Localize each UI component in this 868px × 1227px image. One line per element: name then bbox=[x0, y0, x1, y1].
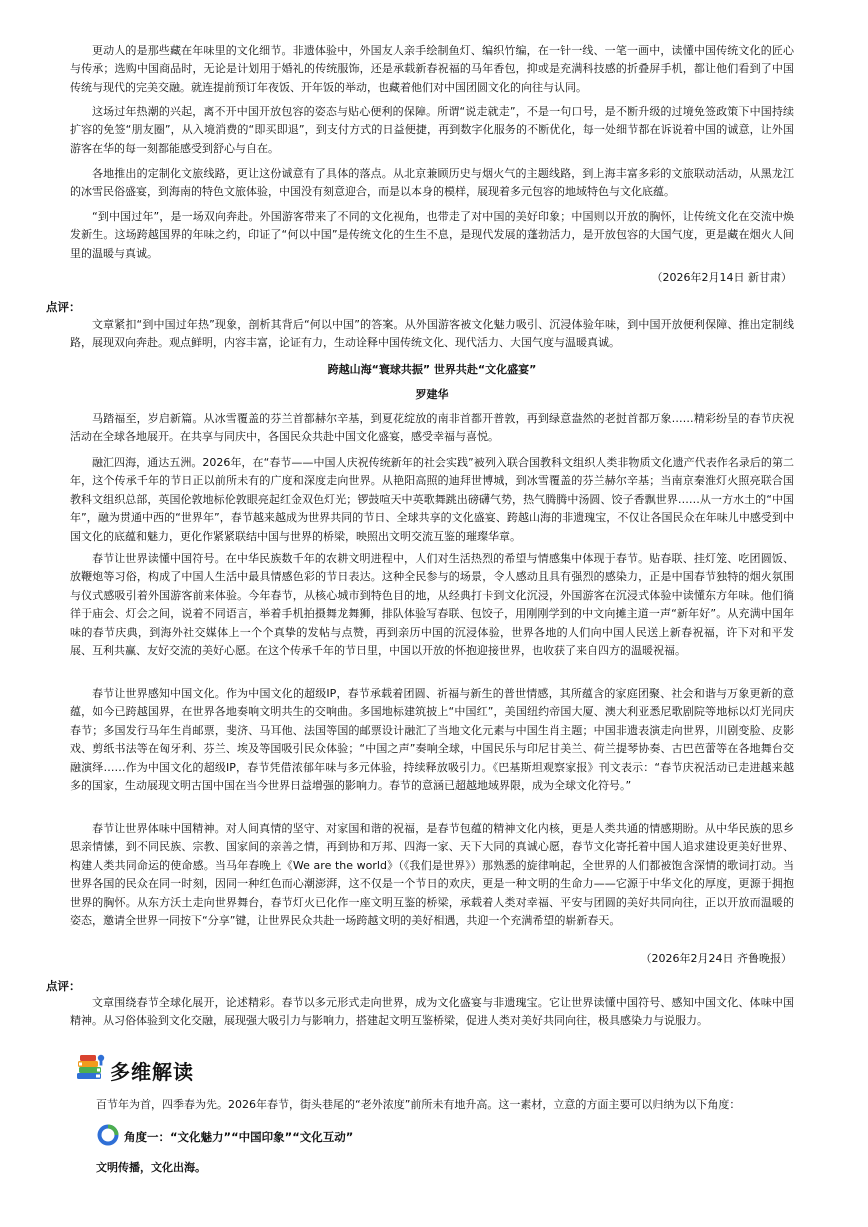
comment1-label: 点评： bbox=[46, 300, 81, 314]
books-icon bbox=[74, 1052, 106, 1088]
article1-paragraph-1: 更动人的是那些藏在年味里的文化细节。非遗体验中，外国友人亲手绘制鱼灯、编织竹编，在一针一线、一笔一画中，读懂中国传统文化的匠心与传承；选购中国商品时，无论是计划用于婚礼的传统服饰，还是承载新春祝福的马年香包，抑或是充满科技感的折叠屏手机，都让他们看到了中国传统与现代的完美交融。就连提前预订年夜饭、开年饭的举动，也藏着他们对中国团圆文化的向往与认同。 bbox=[70, 44, 794, 94]
article2-source: （2026年2月24日 齐鲁晚报） bbox=[640, 952, 792, 965]
angle-summary: 文明传播，文化出海。 bbox=[96, 1161, 206, 1174]
article2-title: 跨越山海“寰球共振” 世界共赴“文化盛宴” bbox=[327, 363, 537, 376]
article1-paragraph-2: 这场过年热潮的兴起，离不开中国开放包容的姿态与贴心便利的保障。所谓“说走就走”，不是一句口号，是不断升级的过境免签政策下中国持续扩容的免签“朋友圈”，从入境消费的“即买即退”，到支付方式的日益便捷，再到数字化服务的不断优化，每一处细节都在诉说着中国的诚意，让外国游客在华的每一刻都能感受到舒心与自在。 bbox=[70, 105, 794, 155]
article2-paragraph-2: 融汇四海，通达五洲。2026年，在“春节——中国人庆祝传统新年的社会实践”被列入联合国教科文组织人类非物质文化遗产代表作名录后的第二年，这个传承千年的节日正以前所未有的广度和深度走向世界。从艳阳高照的迪拜世博城，到冰雪覆盖的芬兰赫尔辛基；当南京秦淮灯火照亮联合国教科文组织总部，英国伦敦地标伦敦眼亮起红金双色灯光；锣鼓喧天中英歌舞跳出磅礴气势，热气腾腾中汤圆、饺子香飘世界……从一方水土的“中国年”，融为贯通中西的“世界年”，春节越来越成为世界共同的节日、全球共享的文化盛宴、跨越山海的非遗瑰宝，不仅让各国民众在年味儿中感受到中国文化的底蕴和魅力，更化作紧紧联结中国与世界的桥梁，映照出文明交流互鉴的璀璨华章。 bbox=[70, 456, 794, 543]
article2-paragraph-4: 春节让世界感知中国文化。作为中国文化的超级IP，春节承载着团圆、祈福与新生的普世情感，其所蕴含的家庭团聚、社会和谐与万象更新的意蕴，如今已跨越国界，在世界各地奏响文明共生的交响曲。多国地标建筑披上“中国红”，美国纽约帝国大厦、澳大利亚悉尼歌剧院等地标以灯光同庆春节；多国发行马年生肖邮票，斐济、马耳他、法国等国的邮票设计融汇了当地文化元素与中国生肖主题；中国非遗表演走向世界，川剧变脸、皮影戏、剪纸书法等在匈牙利、芬兰、埃及等国吸引民众体验；“中国之声”奏响全球，中国民乐与印尼甘美兰、荷兰提琴协奏、古巴芭蕾等在各地舞台交融演绎……作为中国文化的超级IP，春节凭借浓郁年味与多元体验，持续释放吸引力。《巴基斯坦观察家报》刊文表示：“春节庆祝活动已走进越来越多的国家，生动展现文明古国中国在当今世界日益增强的影响力。春节的意涵已超越地域界限，成为全球文化符号。” bbox=[70, 687, 794, 793]
comment2-text: 文章围绕春节全球化展开，论述精彩。春节以多元形式走向世界，成为文化盛宴与非遗瑰宝。它让世界读懂中国符号、感知中国文化、体味中国精神。从习俗体验到文化交融，展现强大吸引力与影响力，搭建起文明互鉴桥梁，促进人类对美好共同向往，极具感染力与说服力。 bbox=[70, 996, 794, 1028]
article2-paragraph-1: 马踏福至，岁启新篇。从冰雪覆盖的芬兰首都赫尔辛基，到夏花绽放的南非首都开普敦，再到绿意盎然的老挝首都万象……精彩纷呈的春节庆祝活动在全球各地展开。在共享与同庆中，各国民众共赴中国文化盛宴，感受幸福与喜悦。 bbox=[70, 412, 794, 444]
angle-heading bbox=[96, 1124, 353, 1150]
article1-paragraph-3: 各地推出的定制化文旅线路，更让这份诚意有了具体的落点。从北京兼顾历史与烟火气的主题线路，到上海丰富多彩的文旅联动活动，从黑龙江的冰雪民俗盛宴，到海南的特色文旅体验，中国没有刻意迎合，而是以本身的模样，展现着多元包容的地域特色与文化底蕴。 bbox=[70, 167, 794, 199]
comment2-label: 点评： bbox=[46, 979, 81, 993]
article1-source: （2026年2月14日 新甘肃） bbox=[651, 271, 792, 284]
article2-paragraph-3: 春节让世界读懂中国符号。在中华民族数千年的农耕文明进程中，人们对生活热烈的希望与情感集中体现于春节。贴春联、挂灯笼、吃团圆饭、放鞭炮等习俗，构成了中国人生活中最具情感色彩的节日表达。这种全民参与的场景，令人感动且具有强烈的感染力，正是中国春节独特的烟火氛围与仪式感吸引着外国游客前来体验。今年春节，从核心城市到特色目的地，从经典打卡到文化沉浸，外国游客在沉浸式体验中读懂东方年味。他们徜徉于庙会、灯会之间，说着不同语言，举着手机拍摄舞龙舞狮，排队体验写春联、包饺子，用刚刚学到的中文向摊主道一声“新年好”。从充满中国年味的春节庆典，到海外社交媒体上一个个真挚的发帖与点赞，再到亲历中国的沉浸体验，世界各地的人们向中国人民送上新春祝福，许下对和平发展、互利共赢、友好交流的美好心愿。在这个传承千年的节日里，中国以开放的怀抱迎接世界，也收获了来自四方的温暖祝福。 bbox=[70, 552, 794, 658]
angle-label: 角度一：“文化魅力”“中国印象”“文化互动” bbox=[124, 1130, 354, 1144]
comment1-text: 文章紧扣“到中国过年热”现象，剖析其背后“何以中国”的答案。从外国游客被文化魅力吸引、沉浸体验年味，到中国开放便利保障、推出定制线路，展现双向奔赴。观点鲜明，内容丰富，论证有力，生动诠释中国传统文化、现代活力、大国气度与温暖真诚。 bbox=[70, 318, 794, 350]
article2-paragraph-5: 春节让世界体味中国精神。对人间真情的坚守、对家国和谐的祝福，是春节包蕴的精神文化内核，更是人类共通的情感期盼。从中华民族的思乡思亲情愫，到不同民族、宗教、国家间的亲善之情，再到协和万邦、四海一家、天下大同的真诚心愿，春节文化寄托着中国人追求建设更美好世界、构建人类共同命运的使命感。当马年春晚上《We are the world》（《我们是世界》）那熟悉的旋律响起，全世界的人们都被饱含深情的歌词打动。当世界各国的民众在同一时刻，因同一种红色而心潮澎湃，这不仅是一个节日的欢庆，更是一种文明的生命力——它源于中华文化的厚度，更源于拥抱世界的胸怀。从东方沃土走向世界舞台，春节灯火已化作一座文明互鉴的桥梁，承载着人类对幸福、平安与团圆的美好共同向往，正以开放而温暖的姿态，邀请全世界一同按下“分享”键，让世界民众共赴一场跨越文明的美好相遇，共迎一个充满希望的崭新春天。 bbox=[70, 822, 794, 928]
section-title: 多维解读 bbox=[110, 1059, 194, 1084]
article1-paragraph-4: “到中国过年”，是一场双向奔赴。外国游客带来了不同的文化视角，也带走了对中国的美好印象；中国则以开放的胸怀，让传统文化在交流中焕发新生。这场跨越国界的年味之约，印证了“何以中国”是传统文化的生生不息，是现代发展的蓬勃活力，是开放包容的大国气度，更是藏在烟火人间里的温暖与真诚。 bbox=[70, 210, 794, 260]
section-heading bbox=[74, 1053, 194, 1087]
section-intro: 百节年为首，四季春为先。2026年春节，街头巷尾的“老外浓度”前所未有地升高。这一素材，立意的方面主要可以归纳为以下角度： bbox=[96, 1098, 741, 1111]
pie-chart-icon bbox=[96, 1123, 120, 1151]
article2-author: 罗建华 bbox=[415, 388, 449, 401]
